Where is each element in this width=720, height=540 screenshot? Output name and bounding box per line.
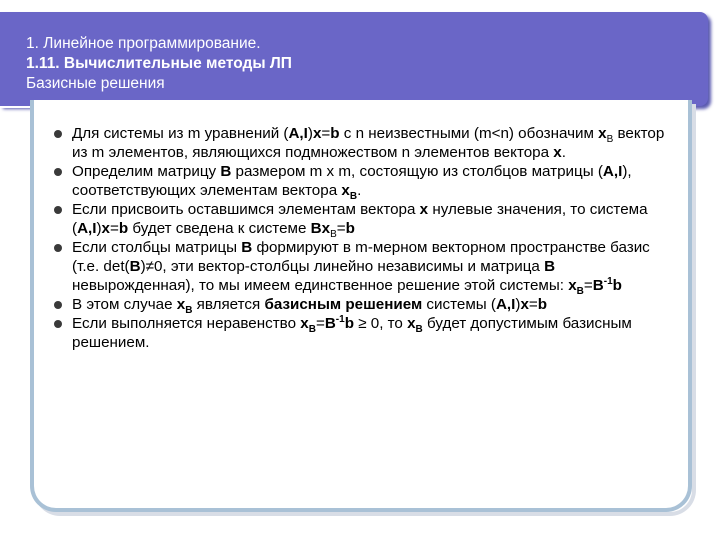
bullet-item-1: Для системы из m уравнений (A,I)x=b с n неизвестными (m<n) обозначим $x_B$ вектор из m элементов, являющихся подмножеством n элементов вектора x. [54,124,674,162]
bullet-list [54,124,674,352]
bullet-dot-icon [54,130,62,138]
bullet-item-3: Если присвоить оставшимся элементам вектора x нулевые значения, то система (A,I)x=b будет сведена к системе $Bx_B=b$ [54,200,674,238]
bullet-dot-icon [54,168,62,176]
title-banner [0,12,708,106]
title-line-2: 1.11. Вычислительные методы ЛП [26,55,292,72]
bullet-dot-icon [54,244,62,252]
title-block [26,34,292,94]
bullet-item-6: Если выполняется неравенство $x_B=B^{-1}b \ge 0$, то $x_B$ будет допустимым базисным решением. [54,314,674,352]
bullet-dot-icon [54,320,62,328]
title-line-1: 1. Линейное программирование. [26,35,261,52]
title-line-3: Базисные решения [26,75,165,92]
bullet-dot-icon [54,301,62,309]
bullet-dot-icon [54,206,62,214]
bullet-item-4: Если столбцы матрицы B формируют в m-мерном векторном пространстве базис (т.е. det(B)≠0, эти вектор-столбцы линейно независимы и матрица B невырожденная), то мы имеем единственное решение этой системы: $x_B=B^{-1}b$ [54,238,674,295]
bullet-item-5: В этом случае $x_B$ является базисным решением системы (A,I)x=b [54,295,674,314]
bullet-item-2: Определим матрицу B размером m x m, состоящую из столбцов матрицы (A,I), соответствующих элементам вектора $x_B$. [54,162,674,200]
